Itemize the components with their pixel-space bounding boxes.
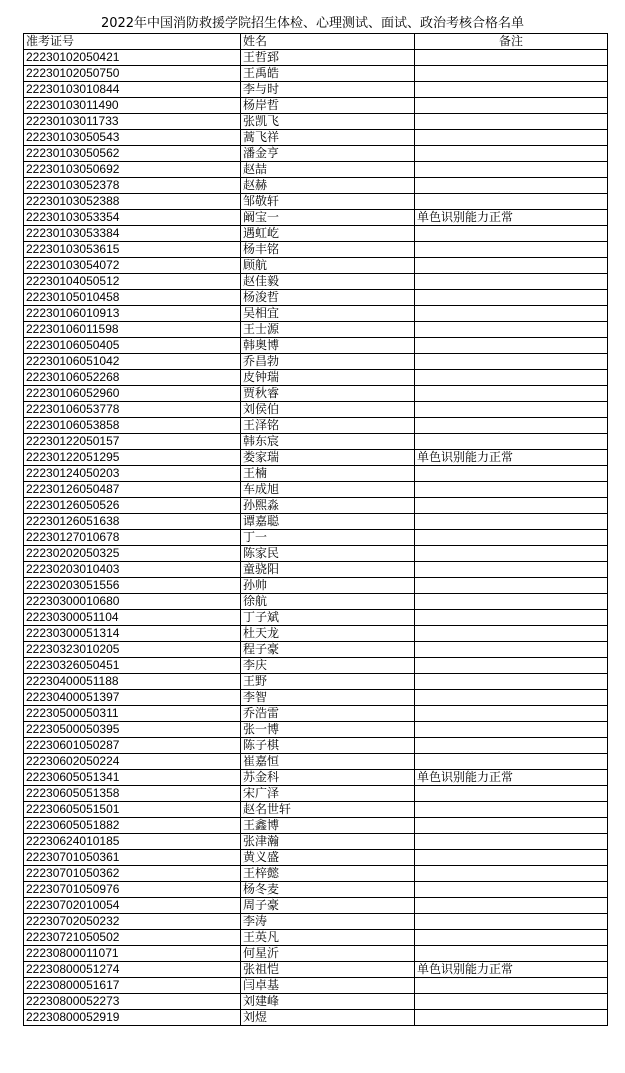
cell-exam-id: 22230800051274	[24, 962, 241, 978]
table-row	[24, 258, 608, 274]
cell-remarks	[415, 898, 608, 914]
cell-remarks	[415, 274, 608, 290]
table-row	[24, 594, 608, 610]
table-row	[24, 514, 608, 530]
cell-exam-id: 22230203010403	[24, 562, 241, 578]
cell-remarks: 单色识别能力正常	[415, 210, 608, 226]
cell-remarks	[415, 642, 608, 658]
cell-exam-id: 22230800052919	[24, 1010, 241, 1026]
table-row	[24, 770, 608, 786]
cell-name: 刘侯伯	[241, 402, 415, 418]
cell-exam-id: 22230103050562	[24, 146, 241, 162]
cell-remarks	[415, 482, 608, 498]
cell-remarks	[415, 194, 608, 210]
cell-exam-id: 22230103053354	[24, 210, 241, 226]
cell-remarks: 单色识别能力正常	[415, 450, 608, 466]
table-row	[24, 610, 608, 626]
cell-name: 赵喆	[241, 162, 415, 178]
header-exam-id: 准考证号	[24, 34, 241, 50]
cell-remarks	[415, 242, 608, 258]
cell-remarks	[415, 306, 608, 322]
cell-remarks	[415, 690, 608, 706]
table-row	[24, 290, 608, 306]
cell-remarks	[415, 418, 608, 434]
cell-name: 徐航	[241, 594, 415, 610]
table-row	[24, 674, 608, 690]
header-remarks: 备注	[415, 34, 608, 50]
cell-name: 贾秋睿	[241, 386, 415, 402]
table-row	[24, 354, 608, 370]
cell-name: 宋广泽	[241, 786, 415, 802]
table-row	[24, 466, 608, 482]
table-row	[24, 690, 608, 706]
cell-name: 崔嘉恒	[241, 754, 415, 770]
cell-name: 杨冬麦	[241, 882, 415, 898]
cell-name: 杨浚哲	[241, 290, 415, 306]
cell-exam-id: 22230800051617	[24, 978, 241, 994]
cell-remarks	[415, 674, 608, 690]
cell-exam-id: 22230203051556	[24, 578, 241, 594]
cell-exam-id: 22230701050362	[24, 866, 241, 882]
cell-exam-id: 22230202050325	[24, 546, 241, 562]
cell-remarks	[415, 466, 608, 482]
cell-exam-id: 22230126051638	[24, 514, 241, 530]
cell-exam-id: 22230103054072	[24, 258, 241, 274]
cell-name: 车成旭	[241, 482, 415, 498]
cell-name: 张一博	[241, 722, 415, 738]
table-row	[24, 946, 608, 962]
cell-remarks	[415, 530, 608, 546]
cell-exam-id: 22230605051341	[24, 770, 241, 786]
cell-exam-id: 22230300051314	[24, 626, 241, 642]
cell-remarks	[415, 162, 608, 178]
cell-remarks	[415, 498, 608, 514]
cell-name: 丁一	[241, 530, 415, 546]
cell-name: 张祖恺	[241, 962, 415, 978]
cell-remarks	[415, 258, 608, 274]
cell-exam-id: 22230605051501	[24, 802, 241, 818]
cell-exam-id: 22230500050395	[24, 722, 241, 738]
table-row	[24, 866, 608, 882]
table-row	[24, 978, 608, 994]
cell-exam-id: 22230103010844	[24, 82, 241, 98]
cell-remarks	[415, 114, 608, 130]
table-row	[24, 722, 608, 738]
cell-name: 黄义盛	[241, 850, 415, 866]
cell-name: 童骁阳	[241, 562, 415, 578]
table-row	[24, 706, 608, 722]
cell-remarks	[415, 514, 608, 530]
header-name: 姓名	[241, 34, 415, 50]
cell-name: 潘金亨	[241, 146, 415, 162]
cell-name: 王鑫博	[241, 818, 415, 834]
cell-remarks	[415, 66, 608, 82]
table-row	[24, 210, 608, 226]
cell-name: 乔浩雷	[241, 706, 415, 722]
cell-exam-id: 22230400051397	[24, 690, 241, 706]
cell-remarks	[415, 50, 608, 66]
cell-remarks	[415, 866, 608, 882]
cell-remarks	[415, 722, 608, 738]
cell-name: 王泽铭	[241, 418, 415, 434]
cell-remarks	[415, 754, 608, 770]
cell-exam-id: 22230103052378	[24, 178, 241, 194]
cell-name: 王英凡	[241, 930, 415, 946]
cell-remarks	[415, 338, 608, 354]
cell-exam-id: 22230122050157	[24, 434, 241, 450]
table-row	[24, 114, 608, 130]
cell-remarks	[415, 146, 608, 162]
cell-remarks	[415, 594, 608, 610]
cell-remarks	[415, 370, 608, 386]
cell-exam-id: 22230103053615	[24, 242, 241, 258]
cell-remarks	[415, 626, 608, 642]
cell-exam-id: 22230103011733	[24, 114, 241, 130]
cell-name: 孙熙淼	[241, 498, 415, 514]
table-row	[24, 194, 608, 210]
cell-name: 吴相宜	[241, 306, 415, 322]
cell-remarks	[415, 354, 608, 370]
table-row	[24, 178, 608, 194]
cell-name: 王楠	[241, 466, 415, 482]
cell-remarks	[415, 818, 608, 834]
table-row	[24, 994, 608, 1010]
table-row	[24, 882, 608, 898]
cell-exam-id: 22230106051042	[24, 354, 241, 370]
cell-remarks	[415, 546, 608, 562]
cell-name: 李庆	[241, 658, 415, 674]
cell-remarks	[415, 882, 608, 898]
cell-exam-id: 22230106053778	[24, 402, 241, 418]
cell-exam-id: 22230106053858	[24, 418, 241, 434]
cell-remarks	[415, 610, 608, 626]
table-row	[24, 338, 608, 354]
cell-name: 遇虹屹	[241, 226, 415, 242]
cell-exam-id: 22230323010205	[24, 642, 241, 658]
cell-name: 李智	[241, 690, 415, 706]
cell-name: 苏金科	[241, 770, 415, 786]
cell-remarks: 单色识别能力正常	[415, 962, 608, 978]
cell-remarks	[415, 98, 608, 114]
cell-name: 杨丰铭	[241, 242, 415, 258]
cell-exam-id: 22230103053384	[24, 226, 241, 242]
cell-name: 陈家民	[241, 546, 415, 562]
table-row	[24, 1010, 608, 1026]
table-row	[24, 962, 608, 978]
document-title: 2022年中国消防救援学院招生体检、心理测试、面试、政治考核合格名单	[100, 16, 525, 31]
table-row	[24, 242, 608, 258]
cell-name: 张津瀚	[241, 834, 415, 850]
table-row	[24, 818, 608, 834]
cell-remarks	[415, 978, 608, 994]
cell-exam-id: 22230126050526	[24, 498, 241, 514]
cell-name: 丁子斌	[241, 610, 415, 626]
cell-remarks	[415, 834, 608, 850]
cell-name: 闫卓基	[241, 978, 415, 994]
cell-exam-id: 22230800011071	[24, 946, 241, 962]
cell-remarks	[415, 322, 608, 338]
cell-remarks	[415, 658, 608, 674]
table-row	[24, 274, 608, 290]
cell-remarks	[415, 82, 608, 98]
cell-exam-id: 22230601050287	[24, 738, 241, 754]
cell-name: 韩东宸	[241, 434, 415, 450]
table-row	[24, 562, 608, 578]
cell-name: 李与时	[241, 82, 415, 98]
table-row	[24, 754, 608, 770]
cell-exam-id: 22230602050224	[24, 754, 241, 770]
cell-remarks	[415, 130, 608, 146]
cell-remarks	[415, 178, 608, 194]
cell-name: 乔昌勃	[241, 354, 415, 370]
cell-name: 赵名世轩	[241, 802, 415, 818]
table-row	[24, 146, 608, 162]
cell-name: 张凯飞	[241, 114, 415, 130]
cell-exam-id: 22230106010913	[24, 306, 241, 322]
table-row	[24, 850, 608, 866]
cell-name: 娄家瑞	[241, 450, 415, 466]
table-row	[24, 834, 608, 850]
cell-remarks	[415, 226, 608, 242]
cell-remarks: 单色识别能力正常	[415, 770, 608, 786]
cell-remarks	[415, 914, 608, 930]
cell-remarks	[415, 850, 608, 866]
cell-exam-id: 22230103050543	[24, 130, 241, 146]
table-row	[24, 482, 608, 498]
cell-exam-id: 22230102050750	[24, 66, 241, 82]
cell-exam-id: 22230127010678	[24, 530, 241, 546]
cell-name: 孙帅	[241, 578, 415, 594]
cell-name: 皮钟瑞	[241, 370, 415, 386]
cell-remarks	[415, 802, 608, 818]
cell-exam-id: 22230800052273	[24, 994, 241, 1010]
cell-remarks	[415, 706, 608, 722]
cell-exam-id: 22230400051188	[24, 674, 241, 690]
cell-exam-id: 22230721050502	[24, 930, 241, 946]
cell-exam-id: 22230106011598	[24, 322, 241, 338]
cell-exam-id: 22230624010185	[24, 834, 241, 850]
cell-exam-id: 22230102050421	[24, 50, 241, 66]
cell-name: 韩奥博	[241, 338, 415, 354]
cell-remarks	[415, 290, 608, 306]
table-row	[24, 914, 608, 930]
cell-name: 王士源	[241, 322, 415, 338]
cell-name: 王哲郅	[241, 50, 415, 66]
cell-remarks	[415, 930, 608, 946]
cell-exam-id: 22230124050203	[24, 466, 241, 482]
table-row	[24, 898, 608, 914]
cell-exam-id: 22230104050512	[24, 274, 241, 290]
cell-exam-id: 22230326050451	[24, 658, 241, 674]
table-row	[24, 386, 608, 402]
cell-remarks	[415, 946, 608, 962]
table-row	[24, 450, 608, 466]
cell-remarks	[415, 1010, 608, 1026]
table-row	[24, 162, 608, 178]
cell-exam-id: 22230500050311	[24, 706, 241, 722]
table-row	[24, 370, 608, 386]
cell-exam-id: 22230701050976	[24, 882, 241, 898]
table-row	[24, 786, 608, 802]
cell-name: 顾航	[241, 258, 415, 274]
table-row	[24, 50, 608, 66]
table-row	[24, 98, 608, 114]
table-row	[24, 226, 608, 242]
table-row	[24, 402, 608, 418]
table-row	[24, 802, 608, 818]
cell-remarks	[415, 434, 608, 450]
table-row	[24, 434, 608, 450]
table-row	[24, 546, 608, 562]
cell-exam-id: 22230122051295	[24, 450, 241, 466]
cell-name: 刘建峰	[241, 994, 415, 1010]
cell-remarks	[415, 562, 608, 578]
cell-exam-id: 22230300051104	[24, 610, 241, 626]
cell-name: 王野	[241, 674, 415, 690]
table-row	[24, 578, 608, 594]
cell-exam-id: 22230605051358	[24, 786, 241, 802]
cell-name: 赵佳毅	[241, 274, 415, 290]
table-row	[24, 418, 608, 434]
table-row	[24, 626, 608, 642]
cell-name: 蒿飞祥	[241, 130, 415, 146]
cell-name: 谭嘉聪	[241, 514, 415, 530]
cell-name: 杜天龙	[241, 626, 415, 642]
table-row	[24, 306, 608, 322]
cell-name: 程子豪	[241, 642, 415, 658]
table-row	[24, 738, 608, 754]
table-header-row	[24, 34, 608, 50]
cell-exam-id: 22230702010054	[24, 898, 241, 914]
cell-name: 王梓懿	[241, 866, 415, 882]
cell-exam-id: 22230605051882	[24, 818, 241, 834]
table-body	[24, 50, 608, 1026]
cell-remarks	[415, 994, 608, 1010]
cell-remarks	[415, 738, 608, 754]
cell-name: 杨岸哲	[241, 98, 415, 114]
table-row	[24, 658, 608, 674]
cell-exam-id: 22230106052268	[24, 370, 241, 386]
cell-remarks	[415, 386, 608, 402]
cell-name: 邹敬轩	[241, 194, 415, 210]
cell-exam-id: 22230300010680	[24, 594, 241, 610]
cell-remarks	[415, 578, 608, 594]
table-row	[24, 930, 608, 946]
cell-name: 李涛	[241, 914, 415, 930]
cell-exam-id: 22230105010458	[24, 290, 241, 306]
cell-name: 赵赫	[241, 178, 415, 194]
cell-name: 王禹皓	[241, 66, 415, 82]
table-row	[24, 498, 608, 514]
cell-name: 陈子棋	[241, 738, 415, 754]
cell-exam-id: 22230106052960	[24, 386, 241, 402]
table-row	[24, 66, 608, 82]
cell-exam-id: 22230103050692	[24, 162, 241, 178]
cell-exam-id: 22230103052388	[24, 194, 241, 210]
candidate-table	[23, 33, 608, 1026]
cell-exam-id: 22230106050405	[24, 338, 241, 354]
cell-name: 刘煜	[241, 1010, 415, 1026]
cell-exam-id: 22230126050487	[24, 482, 241, 498]
cell-remarks	[415, 402, 608, 418]
cell-name: 阚宝一	[241, 210, 415, 226]
cell-name: 何星沂	[241, 946, 415, 962]
table-row	[24, 130, 608, 146]
table-row	[24, 642, 608, 658]
cell-remarks	[415, 786, 608, 802]
table-row	[24, 530, 608, 546]
table-row	[24, 82, 608, 98]
cell-exam-id: 22230103011490	[24, 98, 241, 114]
cell-exam-id: 22230701050361	[24, 850, 241, 866]
table-row	[24, 322, 608, 338]
cell-name: 周子豪	[241, 898, 415, 914]
cell-exam-id: 22230702050232	[24, 914, 241, 930]
